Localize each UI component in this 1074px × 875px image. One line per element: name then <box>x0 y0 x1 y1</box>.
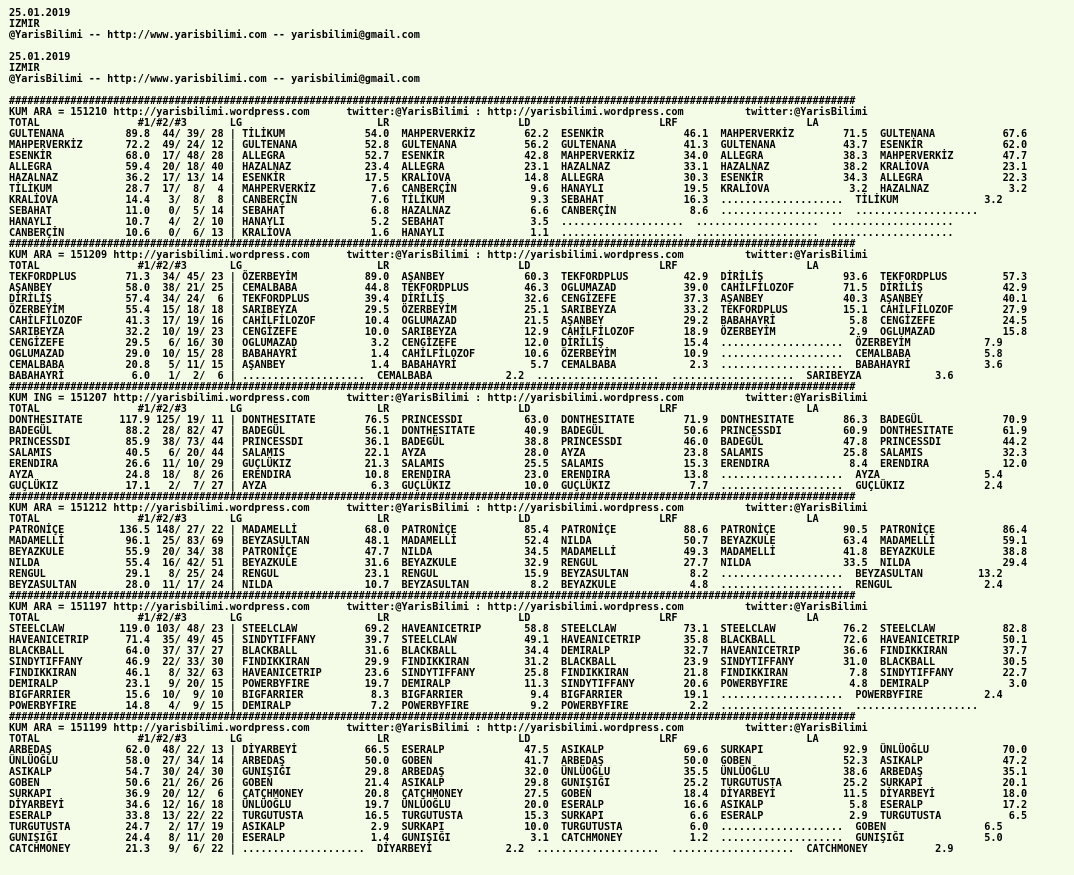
race-title-line: KUM ARA = 151199 http://yarisbilimi.wordpress.com twitter:@YarisBilimi : http://yarisbilimi.wordpress.com twitter:@YarisBilimi <box>9 723 868 734</box>
runner-row: ESENKİR 68.0 17/ 48/ 28 | ALLEGRA 52.7 ESENKİR 42.8 MAHPERVERKİZ 34.0 ALLEGRA 38.3 MAHPERVERKİZ 47.7 <box>9 151 1028 162</box>
runner-row: GUÇLÜKIZ 17.1 2/ 7/ 27 | AYZA 6.3 GUÇLÜKIZ 10.0 GUÇLÜKIZ 7.7 .................... GUÇLÜKIZ 2.4 <box>9 481 1003 492</box>
runner-row: CEMALBABA 20.8 5/ 11/ 15 | AŞANBEY 1.4 BABAHAYRİ 5.7 CEMALBABA 2.3 .................... BABAHAYRİ 3.6 <box>9 360 1003 371</box>
runner-row: ESERALP 33.8 13/ 22/ 22 | TURGUTUSTA 16.5 TURGUTUSTA 15.3 SURKAPI 6.6 ESERALP 2.9 TURGUTUSTA 6.5 <box>9 811 1028 822</box>
header-line: 25.01.2019 <box>9 52 71 63</box>
runner-row: CENGİZEFE 29.5 6/ 16/ 30 | OGLUMAZAD 3.2 CENGİZEFE 12.0 DİRİLİŞ 15.4 .................... ÖZERBEYİM 7.9 <box>9 338 1003 349</box>
blank-line <box>9 85 1027 96</box>
runner-row: GUNIŞIĞI 24.4 8/ 11/ 20 | ESERALP 1.4 GUNIŞIĞI 3.1 CATCHMONEY 1.2 .................... GUNIŞIĞI 5.0 <box>9 833 1003 844</box>
runner-row: BABAHAYRİ 6.0 1/ 2/ 6 | .................... CEMALBABA 2.2 .................... .................... SARIBEYZA 3.6 <box>9 371 954 382</box>
race-title-line: KUM ARA = 151212 http://yarisbilimi.wordpress.com twitter:@YarisBilimi : http://yarisbilimi.wordpress.com twitter:@YarisBilimi <box>9 503 868 514</box>
header-line: IZMIR <box>9 63 40 74</box>
runner-row: CATCHMONEY 21.3 9/ 6/ 22 | .................... DİYARBEYİ 2.2 .................... .................... CATCHMONEY 2.9 <box>9 844 954 855</box>
race-title-line: KUM ING = 151207 http://yarisbilimi.wordpress.com twitter:@YarisBilimi : http://yarisbilimi.wordpress.com twitter:@YarisBilimi <box>9 393 868 404</box>
runner-row: SALAMIS 40.5 6/ 20/ 44 | SALAMIS 22.1 AYZA 28.0 AYZA 23.8 SALAMIS 25.8 SALAMIS 32.3 <box>9 448 1028 459</box>
runner-row: PRINCESSDI 85.9 38/ 73/ 44 | PRINCESSDI 36.1 BADEGÜL 38.8 PRINCESSDI 46.0 BADEGÜL 47.8 PRINCESSDI 44.2 <box>9 437 1028 448</box>
runner-row: BADEGÜL 88.2 28/ 82/ 47 | BADEGÜL 56.1 DONTHESITATE 40.9 BADEGÜL 50.6 PRINCESSDI 60.9 DONTHESITATE 61.9 <box>9 426 1028 437</box>
runner-row: AYZA 24.8 18/ 8/ 26 | ERENDIRA 10.8 ERENDIRA 23.0 ERENDIRA 13.8 .................... AYZA 5.4 <box>9 470 1003 481</box>
column-header-line: TOTAL #1/#2/#3 LG LR LD LRF LA <box>9 118 819 129</box>
runner-row: DİYARBEYİ 34.6 12/ 16/ 18 | ÜNLÜOĞLU 19.7 ÜNLÜOĞLU 20.0 ESERALP 16.6 ASIKALP 5.8 ESERALP 17.2 <box>9 800 1028 811</box>
separator-line: ########################################################################################################################################## <box>9 591 856 602</box>
runner-row: POWERBYFIRE 14.8 4/ 9/ 15 | DEMIRALP 7.2 POWERBYFIRE 9.2 POWERBYFIRE 2.2 .................... .................... <box>9 701 979 712</box>
results-document <box>9 8 1027 855</box>
runner-row: BIGFARRIER 15.6 10/ 9/ 10 | BIGFARRIER 8.3 BIGFARRIER 9.4 BIGFARRIER 19.1 .................... POWERBYFIRE 2.4 <box>9 690 1003 701</box>
runner-row: HANAYLI 10.7 4/ 2/ 10 | HANAYLI 5.2 SEBAHAT 3.5 .................... .................... .................... <box>9 217 954 228</box>
header-line: @YarisBilimi -- http://www.yarisbilimi.com -- yarisbilimi@gmail.com <box>9 74 420 85</box>
runner-row: FINDIKKIRAN 46.1 8/ 32/ 63 | HAVEANICETRIP 23.6 SINDYTIFFANY 25.8 FINDIKKIRAN 21.8 FINDIKKIRAN 7.8 SINDYTIFFANY 22.7 <box>9 668 1028 679</box>
separator-line: ########################################################################################################################################## <box>9 492 856 503</box>
runner-row: DEMIRALP 23.1 9/ 20/ 15 | POWERBYFIRE 19.7 DEMIRALP 11.3 SINDYTIFFANY 20.6 POWERBYFIRE 4.8 DEMIRALP 3.0 <box>9 679 1028 690</box>
race-title-line: KUM ARA = 151209 http://yarisbilimi.wordpress.com twitter:@YarisBilimi : http://yarisbilimi.wordpress.com twitter:@YarisBilimi <box>9 250 868 261</box>
runner-row: GOBEN 50.6 21/ 26/ 26 | GOBEN 21.4 ASIKALP 29.8 GUNIŞIĞI 25.2 TURGUTUSTA 25.2 SURKAPI 20.1 <box>9 778 1028 789</box>
runner-row: BEYAZKULE 55.9 20/ 34/ 38 | PATRONİÇE 47.7 NILDA 34.5 MADAMELLİ 49.3 MADAMELLİ 41.8 BEYAZKULE 38.8 <box>9 547 1028 558</box>
column-header-line: TOTAL #1/#2/#3 LG LR LD LRF LA <box>9 613 819 624</box>
runner-row: TİLİKUM 28.7 17/ 8/ 4 | MAHPERVERKİZ 7.6 CANBERÇİN 9.6 HANAYLI 19.5 KRALİOVA 3.2 HAZALNAZ 3.2 <box>9 184 1028 195</box>
header-line: IZMIR <box>9 19 40 30</box>
runner-row: PATRONİÇE 136.5 148/ 27/ 22 | MADAMELLİ 68.0 PATRONİÇE 85.4 PATRONİÇE 88.6 PATRONİÇE 90.5 PATRONİÇE 86.4 <box>9 525 1028 536</box>
separator-line: ########################################################################################################################################## <box>9 96 856 107</box>
runner-row: ASIKALP 54.7 30/ 24/ 30 | GUNIŞIĞI 29.8 ARBEDAŞ 32.0 ÜNLÜOĞLU 35.5 ÜNLÜOĞLU 38.6 ARBEDAŞ 35.1 <box>9 767 1028 778</box>
runner-row: DİRİLİŞ 57.4 34/ 24/ 6 | TEKFORDPLUS 39.4 DİRİLİŞ 32.6 CENGİZEFE 37.3 AŞANBEY 40.3 AŞANBEY 40.1 <box>9 294 1028 305</box>
runner-row: ÜNLÜOĞLU 58.0 27/ 34/ 14 | ARBEDAŞ 50.0 GOBEN 41.7 ARBEDAŞ 50.0 GOBEN 52.3 ASIKALP 47.2 <box>9 756 1028 767</box>
runner-row: RENGUL 29.1 8/ 25/ 24 | RENGUL 23.1 RENGUL 15.9 BEYZASULTAN 8.2 .................... BEYZASULTAN 13.2 <box>9 569 1003 580</box>
runner-row: MADAMELLİ 96.1 25/ 83/ 69 | BEYZASULTAN 48.1 MADAMELLİ 52.4 NILDA 50.7 BEYAZKULE 63.4 MADAMELLİ 59.1 <box>9 536 1028 547</box>
runner-row: DONTHESITATE 117.9 125/ 19/ 11 | DONTHESITATE 76.5 PRINCESSDI 63.0 DONTHESITATE 71.9 DONTHESITATE 86.3 BADEGÜL 70.9 <box>9 415 1028 426</box>
runner-row: CAHİLFİLOZOF 41.3 17/ 19/ 16 | CAHİLFİLOZOF 10.4 OGLUMAZAD 21.5 AŞANBEY 29.2 BABAHAYRİ 5.8 CENGİZEFE 24.5 <box>9 316 1028 327</box>
race-title-line: KUM ARA = 151210 http://yarisbilimi.wordpress.com twitter:@YarisBilimi : http://yarisbilimi.wordpress.com twitter:@YarisBilimi <box>9 107 868 118</box>
column-header-line: TOTAL #1/#2/#3 LG LR LD LRF LA <box>9 404 819 415</box>
runner-row: GULTENANA 89.8 44/ 39/ 28 | TİLİKUM 54.0 MAHPERVERKİZ 62.2 ESENKİR 46.1 MAHPERVERKİZ 71.5 GULTENANA 67.6 <box>9 129 1028 140</box>
runner-row: SINDYTIFFANY 46.9 22/ 33/ 30 | FINDIKKIRAN 29.9 FINDIKKIRAN 31.2 BLACKBALL 23.9 SINDYTIFFANY 31.0 BLACKBALL 30.5 <box>9 657 1028 668</box>
runner-row: SURKAPI 36.9 20/ 12/ 6 | ÇATÇHMONEY 20.8 ÇATÇHMONEY 27.5 GOBEN 18.4 DİYARBEYİ 11.5 DİYARBEYİ 18.0 <box>9 789 1028 800</box>
separator-line: ########################################################################################################################################## <box>9 382 856 393</box>
runner-row: ÖZERBEYİM 55.4 15/ 18/ 18 | SARIBEYZA 29.5 ÖZERBEYİM 25.1 SARIBEYZA 33.2 TEKFORDPLUS 15.1 CAHİLFİLOZOF 27.9 <box>9 305 1028 316</box>
runner-row: ARBEDAŞ 62.0 48/ 22/ 13 | DİYARBEYİ 66.5 ESERALP 47.5 ASIKALP 69.6 SURKAPI 92.9 ÜNLÜOĞLU 70.0 <box>9 745 1028 756</box>
runner-row: ERENDIRA 26.6 11/ 10/ 29 | GUÇLÜKIZ 21.3 SALAMIS 25.5 SALAMIS 15.3 ERENDIRA 8.4 ERENDIRA 12.0 <box>9 459 1028 470</box>
header-line: 25.01.2019 <box>9 8 71 19</box>
race-title-line: KUM ARA = 151197 http://yarisbilimi.wordpress.com twitter:@YarisBilimi : http://yarisbilimi.wordpress.com twitter:@YarisBilimi <box>9 602 868 613</box>
runner-row: MAHPERVERKİZ 72.2 49/ 24/ 12 | GULTENANA 52.8 GULTENANA 56.2 GULTENANA 41.3 GULTENANA 43.7 ESENKİR 62.0 <box>9 140 1028 151</box>
runner-row: STEELCLAW 119.0 103/ 48/ 23 | STEELCLAW 69.2 HAVEANICETRIP 58.8 STEELCLAW 73.1 STEELCLAW 76.2 STEELCLAW 82.8 <box>9 624 1028 635</box>
runner-row: HAVEANICETRIP 71.4 35/ 49/ 45 | SINDYTIFFANY 39.7 STEELCLAW 49.1 HAVEANICETRIP 35.8 BLACKBALL 72.6 HAVEANICETRIP 50.1 <box>9 635 1028 646</box>
runner-row: BLACKBALL 64.0 37/ 37/ 27 | BLACKBALL 31.6 BLACKBALL 34.4 DEMIRALP 32.7 HAVEANICETRIP 36.6 FINDIKKIRAN 37.7 <box>9 646 1028 657</box>
runner-row: SARIBEYZA 32.2 10/ 19/ 23 | CENGİZEFE 10.0 SARIBEYZA 12.9 CAHİLFİLOZOF 18.9 ÖZERBEYİM 2.9 OGLUMAZAD 15.8 <box>9 327 1028 338</box>
separator-line: ########################################################################################################################################## <box>9 712 856 723</box>
column-header-line: TOTAL #1/#2/#3 LG LR LD LRF LA <box>9 734 819 745</box>
header-line: @YarisBilimi -- http://www.yarisbilimi.com -- yarisbilimi@gmail.com <box>9 30 420 41</box>
runner-row: HAZALNAZ 36.2 17/ 13/ 14 | ESENKİR 17.5 KRALİOVA 14.8 ALLEGRA 30.3 ESENKİR 34.3 ALLEGRA 22.3 <box>9 173 1028 184</box>
runner-row: OGLUMAZAD 29.0 10/ 15/ 28 | BABAHAYRİ 1.4 CAHİLFİLOZOF 10.6 ÖZERBEYİM 10.9 .................... CEMALBABA 5.8 <box>9 349 1003 360</box>
column-header-line: TOTAL #1/#2/#3 LG LR LD LRF LA <box>9 261 819 272</box>
column-header-line: TOTAL #1/#2/#3 LG LR LD LRF LA <box>9 514 819 525</box>
runner-row: BEYZASULTAN 28.0 11/ 17/ 24 | NILDA 10.7 BEYZASULTAN 8.2 BEYAZKULE 4.8 .................... RENGUL 2.4 <box>9 580 1003 591</box>
runner-row: SEBAHAT 11.0 0/ 5/ 14 | SEBAHAT 6.8 HAZALNAZ 6.6 CANBERÇİN 8.6 .................... .................... <box>9 206 979 217</box>
runner-row: ALLEGRA 59.4 20/ 18/ 40 | HAZALNAZ 23.4 ALLEGRA 23.1 HAZALNAZ 33.1 HAZALNAZ 38.2 KRALİOVA 23.1 <box>9 162 1028 173</box>
runner-row: KRALİOVA 14.4 3/ 8/ 8 | CANBERÇİN 7.6 TİLİKUM 9.3 SEBAHAT 16.3 .................... TİLİKUM 3.2 <box>9 195 1003 206</box>
runner-row: TEKFORDPLUS 71.3 34/ 45/ 23 | ÖZERBEYİM 89.0 AŞANBEY 60.3 TEKFORDPLUS 42.9 DİRİLİŞ 93.6 TEKFORDPLUS 57.3 <box>9 272 1028 283</box>
separator-line: ########################################################################################################################################## <box>9 239 856 250</box>
runner-row: CANBERÇİN 10.6 0/ 6/ 13 | KRALİOVA 1.6 HANAYLI 1.1 .................... .................... .................... <box>9 228 954 239</box>
runner-row: AŞANBEY 58.0 38/ 21/ 25 | CEMALBABA 44.8 TEKFORDPLUS 46.3 OGLUMAZAD 39.0 CAHİLFİLOZOF 71.5 DİRİLİŞ 42.9 <box>9 283 1028 294</box>
runner-row: TURGUTUSTA 24.7 2/ 17/ 19 | ASIKALP 2.9 SURKAPI 10.0 TURGUTUSTA 6.0 .................... GOBEN 6.5 <box>9 822 1003 833</box>
runner-row: NILDA 55.4 16/ 42/ 51 | BEYAZKULE 31.6 BEYAZKULE 32.9 RENGUL 27.7 NILDA 33.5 NILDA 29.4 <box>9 558 1028 569</box>
blank-line <box>9 41 1027 52</box>
